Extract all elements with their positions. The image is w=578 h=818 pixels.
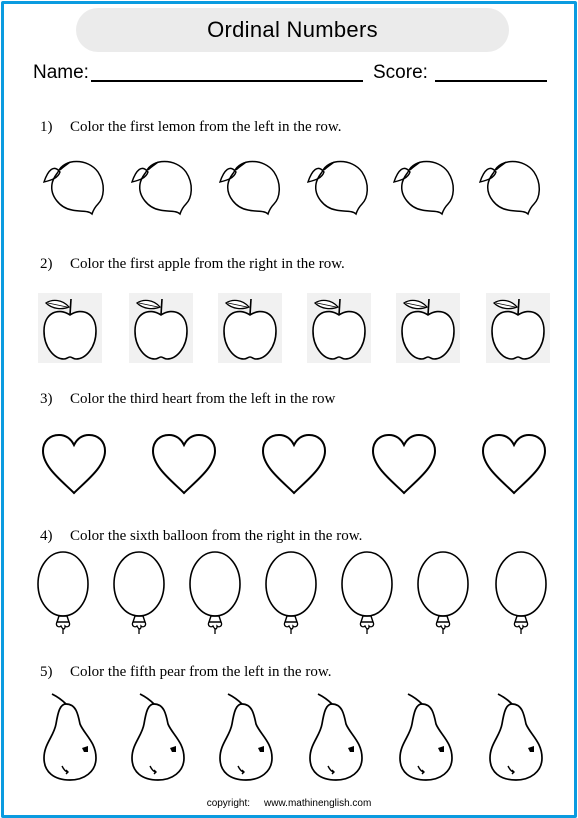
question-number: 3) xyxy=(40,391,53,407)
lemon-icon[interactable] xyxy=(476,152,548,216)
title-text: Ordinal Numbers xyxy=(207,17,378,42)
pear-icon[interactable] xyxy=(486,692,546,782)
question-number: 2) xyxy=(40,256,53,272)
footer xyxy=(0,798,578,809)
balloon-icon[interactable] xyxy=(187,550,243,636)
score-blank-line[interactable] xyxy=(435,80,547,82)
copyright-label: copyright: xyxy=(206,798,251,809)
question-text: Color the first apple from the right in the row. xyxy=(70,256,345,272)
name-score-row xyxy=(33,60,553,84)
question-number: 4) xyxy=(40,528,53,544)
heart-icon[interactable] xyxy=(40,433,108,495)
question-3 xyxy=(40,391,335,408)
lemon-icon[interactable] xyxy=(40,152,112,216)
heart-icon[interactable] xyxy=(370,433,438,495)
lemon-icon[interactable] xyxy=(304,152,376,216)
pear-icon[interactable] xyxy=(216,692,276,782)
question-text: Color the third heart from the left in the row xyxy=(70,391,336,407)
name-label: Name: xyxy=(33,62,89,83)
balloon-icon[interactable] xyxy=(111,550,167,636)
lemon-icon[interactable] xyxy=(216,152,288,216)
website-link[interactable]: www.mathinenglish.com xyxy=(264,798,372,809)
pear-icon[interactable] xyxy=(306,692,366,782)
heart-icon[interactable] xyxy=(260,433,328,495)
apple-icon[interactable] xyxy=(129,293,193,363)
lemon-icon[interactable] xyxy=(128,152,200,216)
pear-icon[interactable] xyxy=(40,692,100,782)
pear-icon[interactable] xyxy=(396,692,456,782)
question-number: 5) xyxy=(40,664,53,680)
question-text: Color the sixth balloon from the right in the row. xyxy=(70,528,363,544)
pear-icon[interactable] xyxy=(128,692,188,782)
question-4 xyxy=(40,528,362,545)
heart-icon[interactable] xyxy=(150,433,218,495)
question-2 xyxy=(40,256,345,273)
balloon-icon[interactable] xyxy=(263,550,319,636)
lemon-icon[interactable] xyxy=(390,152,462,216)
apple-icon[interactable] xyxy=(218,293,282,363)
score-label: Score: xyxy=(373,62,428,83)
name-blank-line[interactable] xyxy=(91,80,363,82)
apple-icon[interactable] xyxy=(307,293,371,363)
question-1 xyxy=(40,119,341,136)
balloon-icon[interactable] xyxy=(339,550,395,636)
worksheet-title xyxy=(76,8,509,52)
heart-icon[interactable] xyxy=(480,433,548,495)
question-number: 1) xyxy=(40,119,53,135)
balloon-icon[interactable] xyxy=(493,550,549,636)
apple-icon[interactable] xyxy=(396,293,460,363)
question-text: Color the fifth pear from the left in the row. xyxy=(70,664,332,680)
balloon-icon[interactable] xyxy=(35,550,91,636)
question-5 xyxy=(40,664,331,681)
balloon-icon[interactable] xyxy=(415,550,471,636)
apple-icon[interactable] xyxy=(38,293,102,363)
apple-icon[interactable] xyxy=(486,293,550,363)
question-text: Color the first lemon from the left in the row. xyxy=(70,119,342,135)
